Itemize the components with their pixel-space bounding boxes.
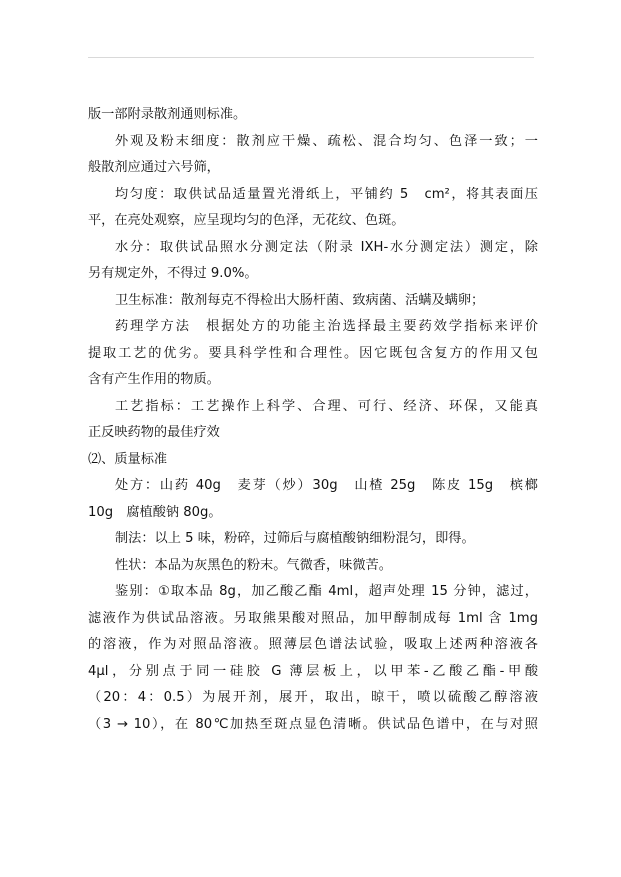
text-line: 卫生标准：散剂每克不得检出大肠杆菌、致病菌、活螨及螨卵； bbox=[115, 292, 485, 308]
text-line: 4μl，分别点于同一硅胶 G 薄层板上，以甲苯-乙酸乙酯-甲酸 bbox=[88, 663, 538, 679]
text-line: （20：4：0.5）为展开剂，展开，取出，晾干，喷以硫酸乙醇溶液 bbox=[88, 690, 538, 705]
text-line: 滤液作为供试品溶液。另取熊果酸对照品，加甲醇制成每 1ml 含 1mg bbox=[88, 610, 538, 626]
text-line: 另有规定外，不得过 9.0%。 bbox=[88, 266, 258, 281]
text-line: ⑵、质量标准 bbox=[88, 451, 168, 467]
text-line: 外观及粉末细度：散剂应干燥、疏松、混合均匀、色泽一致；一 bbox=[115, 133, 538, 149]
text-line: 提取工艺的优劣。要具科学性和合理性。因它既包含复方的作用又包 bbox=[88, 345, 538, 361]
text-line: 处方：山药 40g 麦芽（炒）30g 山楂 25g 陈皮 15g 槟榔 bbox=[115, 478, 538, 493]
text-line: 工艺指标：工艺操作上科学、合理、可行、经济、环保，又能真 bbox=[115, 398, 538, 414]
text-line: 含有产生作用的物质。 bbox=[88, 372, 220, 387]
document-body bbox=[88, 102, 538, 738]
text-line: 性状：本品为灰黑色的粉末。气微香，味微苦。 bbox=[115, 557, 392, 573]
text-line: 制法：以上 5 味，粉碎，过筛后与腐植酸钠细粉混匀，即得。 bbox=[115, 531, 475, 546]
text-line: 平，在亮处观察，应呈现均匀的色泽，无花纹、色斑。 bbox=[88, 213, 405, 228]
header-rule bbox=[88, 57, 534, 58]
text-line: 版一部附录散剂通则标准。 bbox=[88, 107, 247, 122]
text-line: 10g 腐植酸钠 80g。 bbox=[88, 504, 222, 520]
text-line: 的溶液，作为对照品溶液。照薄层色谱法试验，吸取上述两种溶液各 bbox=[88, 637, 538, 652]
text-line: 鉴别：①取本品 8g，加乙酸乙酯 4ml，超声处理 15 分钟，滤过， bbox=[115, 584, 538, 599]
text-line: 药理学方法 根据处方的功能主治选择最主要药效学指标来评价 bbox=[115, 319, 538, 334]
text-line: 水分：取供试品照水分测定法（附录 IXH-水分测定法）测定，除 bbox=[115, 239, 538, 255]
text-line: 般散剂应通过六号筛， bbox=[88, 160, 220, 175]
text-line: （3 → 10），在 80℃加热至斑点显色清晰。供试品色谱中，在与对照 bbox=[88, 716, 538, 732]
text-line: 正反映药物的最佳疗效 bbox=[88, 425, 220, 440]
text-line: 均匀度：取供试品适量置光滑纸上，平铺约 5 cm²，将其表面压 bbox=[115, 186, 538, 202]
